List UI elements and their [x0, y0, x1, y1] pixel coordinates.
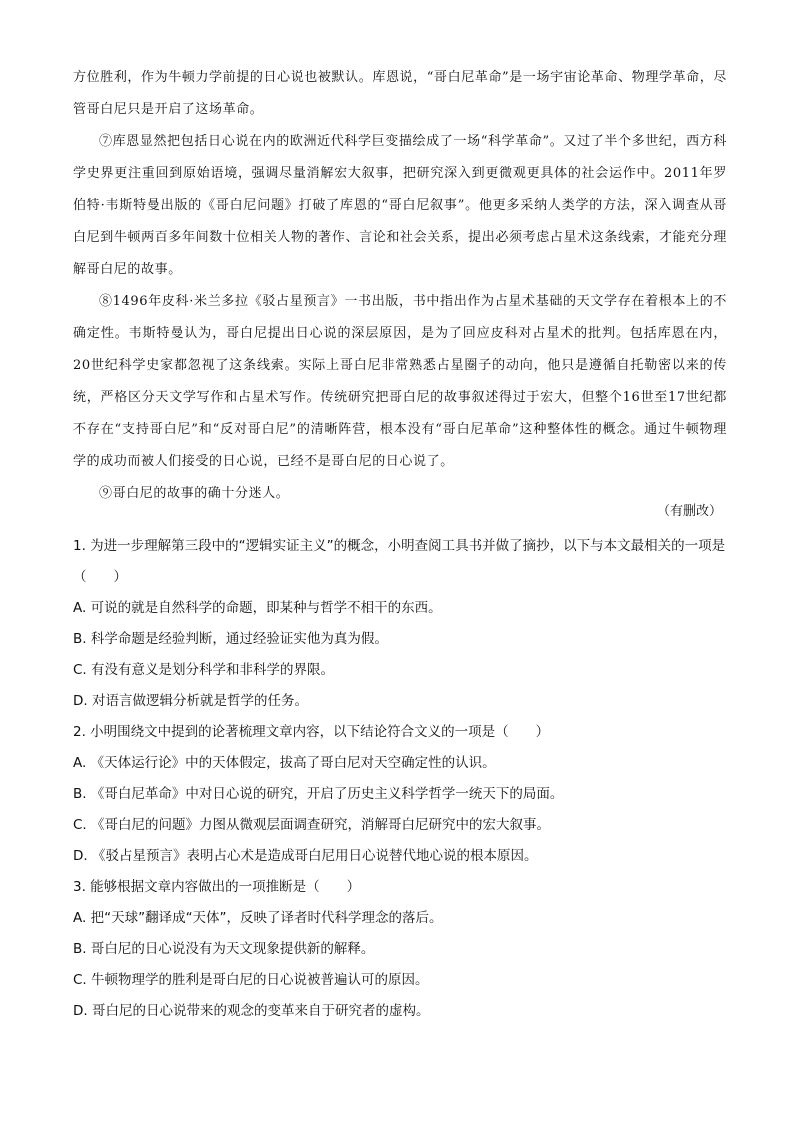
- question-item: [73, 531, 733, 717]
- answer-option: D. 哥白尼的日心说带来的观念的变革来自于研究者的虚构。: [73, 1003, 430, 1019]
- answer-option: A. 可说的就是自然科学的命题，即某种与哲学不相干的东西。: [73, 600, 442, 616]
- answer-option: C. 有没有意义是划分科学和非科学的界限。: [73, 662, 335, 678]
- passage-paragraph: ⑦库恩显然把包括日心说在内的欧洲近代科学巨变描绘成了一场“科学革命”。又过了半个多世纪，西方科学史界更注重回到原始语境，强调尽量消解宏大叙事，把研究深入到更微观更具体的社会运作中。2011年罗伯特·韦斯特曼出版的《哥白尼问题》打破了库恩的“哥白尼叙事”。他更多采纳人类学的方法，深入调查从哥白尼到牛顿两百多年间数十位相关人物的著作、言论和社会关系，提出必须考虑占星术这条线索，才能充分理解哥白尼的故事。: [73, 134, 727, 277]
- answer-option: A. 把“天球”翻译成“天体”，反映了译者时代科学理念的落后。: [73, 910, 443, 926]
- question-stem: 3. 能够根据文章内容做出的一项推断是（ ）: [73, 879, 361, 895]
- answer-option: D. 对语言做逻辑分析就是哲学的任务。: [73, 693, 308, 709]
- question-list: [73, 531, 733, 1027]
- source-note: （有删改）: [656, 504, 722, 519]
- passage-paragraph: ⑧1496年皮科·米兰多拉《驳占星预言》一书出版，书中指出作为占星术基础的天文学存在着根本上的不确定性。韦斯特曼认为，哥白尼提出日心说的深层原因，是为了回应皮科对占星术的批判。包括库恩在内，20世纪科学史家都忽视了这条线索。实际上哥白尼非常熟悉占星圈子的动向，他只是遵循自托勒密以来的传统，严格区分天文学写作和占星术写作。传统研究把哥白尼的故事叙述得过于宏大，但整个16世至17世纪都不存在“支持哥白尼”和“反对哥白尼”的清晰阵营，根本没有“哥白尼革命”这种整体性的概念。通过牛顿物理学的成功而被人们接受的日心说，已经不是哥白尼的日心说了。: [73, 294, 727, 469]
- question-item: [73, 872, 733, 1027]
- question-stem: 2. 小明围绕文中提到的论著梳理文章内容，以下结论符合文义的一项是（ ）: [73, 724, 550, 740]
- question-stem: 1. 为进一步理解第三段中的“逻辑实证主义”的概念，小明查阅工具书并做了摘抄，以下与本文最相关的一项是（ ）: [73, 538, 726, 585]
- answer-option: C. 《哥白尼的问题》力图从微观层面调查研究，消解哥白尼研究中的宏大叙事。: [73, 817, 551, 833]
- answer-option: A. 《天体运行论》中的天体假定，拔高了哥白尼对天空确定性的认识。: [73, 755, 496, 771]
- answer-option: C. 牛顿物理学的胜利是哥白尼的日心说被普遍认可的原因。: [73, 972, 429, 988]
- question-item: [73, 717, 733, 872]
- reading-passage: [73, 62, 727, 510]
- answer-option: B. 科学命题是经验判断，通过经验证实他为真为假。: [73, 631, 388, 647]
- passage-paragraph: 方位胜利，作为牛顿力学前提的日心说也被默认。库恩说，“哥白尼革命”是一场宇宙论革命、物理学革命，尽管哥白尼只是开启了这场革命。: [73, 70, 727, 117]
- answer-option: B. 《哥白尼革命》中对日心说的研究，开启了历史主义科学哲学一统天下的局面。: [73, 786, 564, 802]
- answer-option: B. 哥白尼的日心说没有为天文现象提供新的解释。: [73, 941, 375, 957]
- answer-option: D. 《驳占星预言》表明占心术是造成哥白尼用日心说替代地心说的根本原因。: [73, 848, 538, 864]
- passage-paragraph: ⑨哥白尼的故事的确十分迷人。: [99, 486, 290, 501]
